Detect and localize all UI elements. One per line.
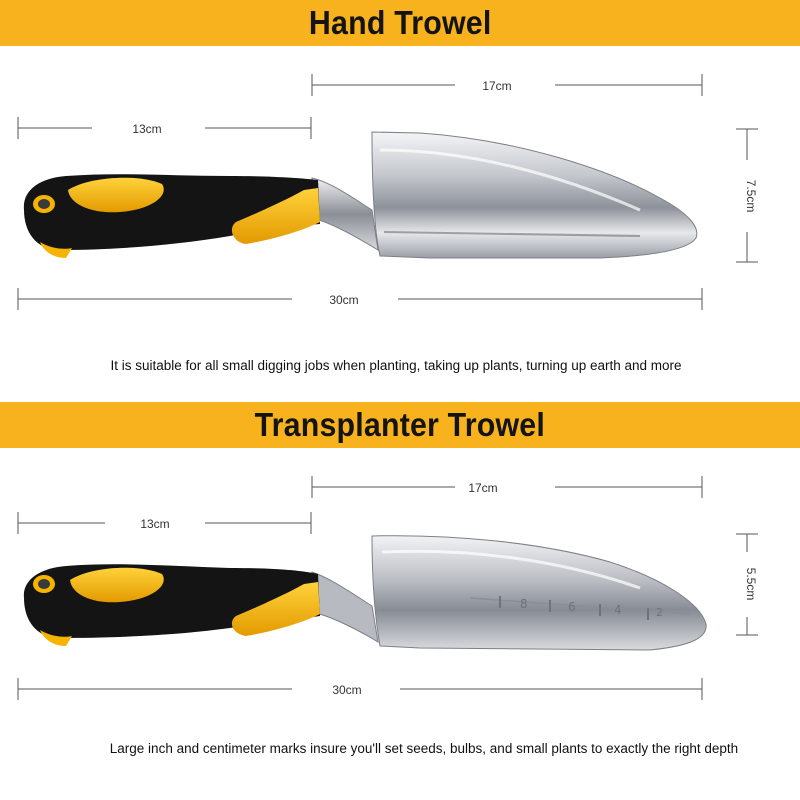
total-length-label: 30cm — [332, 683, 362, 697]
transplanter-trowel-description: Large inch and centimeter marks insure you'll set seeds, bulbs, and small plants to exactly the right depth — [109, 741, 739, 756]
blade-length-label: 17cm — [468, 481, 498, 495]
handle-length-dimension — [18, 512, 311, 534]
depth-mark-2: 2 — [656, 606, 663, 619]
handle-length-label: 13cm — [140, 517, 170, 531]
depth-mark-8: 8 — [520, 597, 528, 611]
section-title: Transplanter Trowel — [254, 406, 546, 443]
blade-length-dimension — [312, 74, 702, 96]
blade-length-label: 17cm — [482, 79, 512, 93]
blade-width-dimension — [736, 534, 758, 635]
blade-length-dimension — [312, 476, 702, 498]
blade-width-dimension — [736, 129, 758, 262]
handle-length-dimension — [18, 117, 311, 139]
total-length-dimension — [18, 678, 702, 700]
blade-width-label: 5.5cm — [744, 567, 758, 601]
section-title: Hand Trowel — [308, 4, 492, 41]
hand-trowel-illustration — [24, 132, 697, 258]
total-length-dimension — [18, 288, 702, 310]
depth-mark-6: 6 — [568, 600, 576, 614]
transplanter-trowel-illustration — [24, 536, 706, 650]
depth-mark-4: 4 — [614, 603, 622, 617]
handle-length-label: 13cm — [132, 122, 162, 136]
hand-trowel-description: It is suitable for all small digging jobs when planting, taking up plants, turning up earth and more — [110, 358, 682, 373]
blade-width-label: 7.5cm — [744, 179, 758, 213]
total-length-label: 30cm — [329, 293, 359, 307]
